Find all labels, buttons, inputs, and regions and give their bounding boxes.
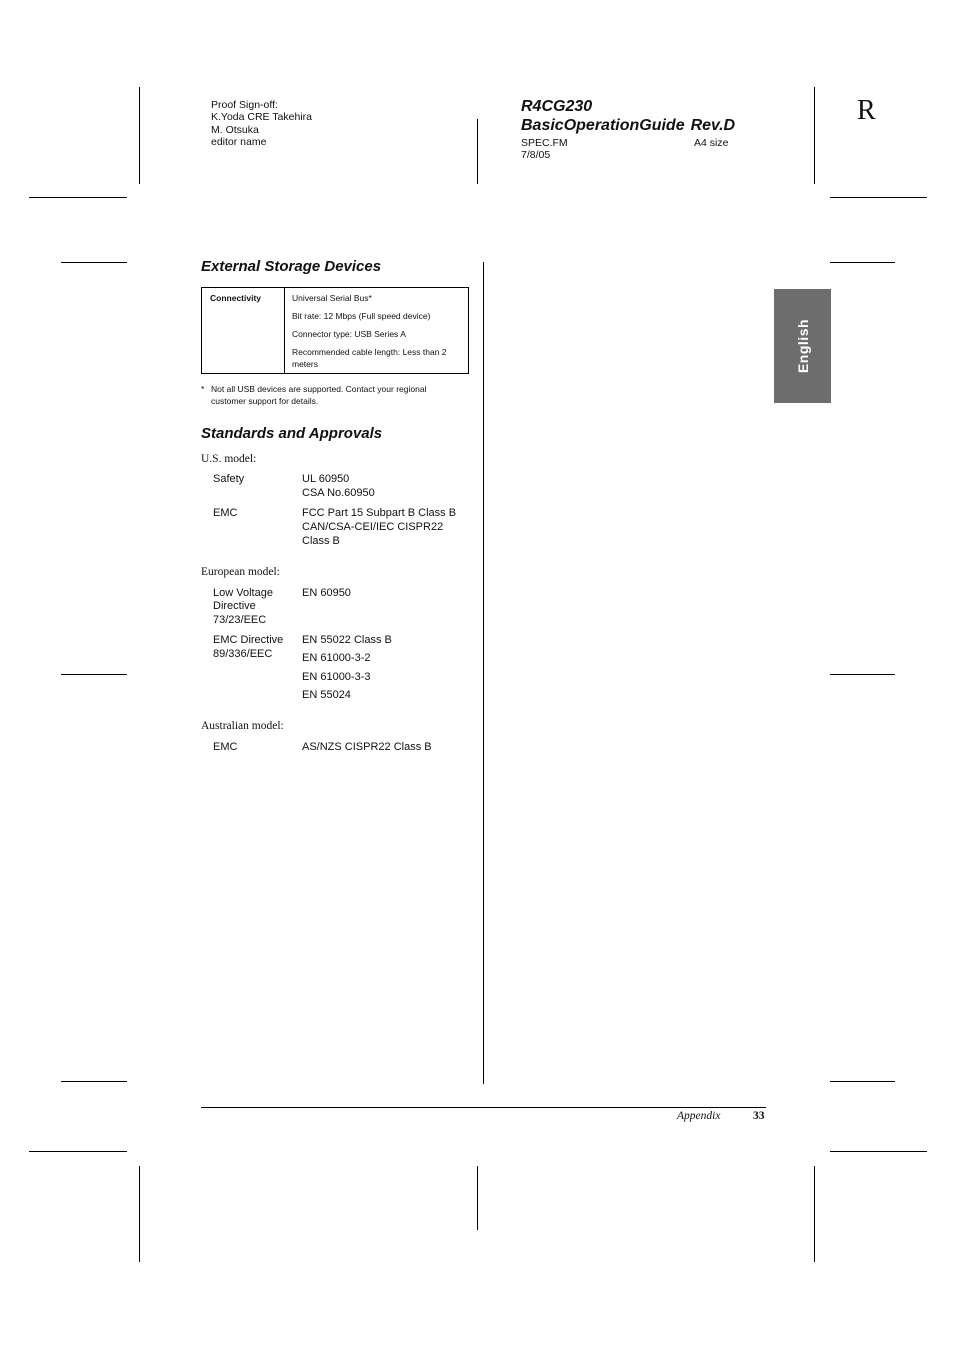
crop-mark bbox=[477, 119, 478, 184]
language-tab bbox=[774, 289, 831, 403]
spec-label: Low Voltage bbox=[213, 587, 273, 599]
spec-value: EN 55024 bbox=[302, 689, 351, 701]
table-cell: Bit rate: 12 Mbps (Full speed device) bbox=[292, 311, 431, 321]
column-divider bbox=[483, 262, 484, 1084]
footer-section: Appendix bbox=[677, 1110, 721, 1122]
footnote-text: Not all USB devices are supported. Contact your regional customer support for details. bbox=[211, 384, 427, 406]
footer-page-number: 33 bbox=[753, 1110, 765, 1122]
spec-value: EN 55022 Class B bbox=[302, 634, 392, 646]
language-tab-label: English bbox=[794, 318, 811, 374]
table-divider bbox=[284, 288, 285, 373]
document-file: SPEC.FM bbox=[521, 137, 568, 149]
right-page-mark: R bbox=[857, 95, 876, 126]
spec-label: Safety bbox=[213, 473, 245, 485]
spec-label: 73/23/EEC bbox=[213, 614, 267, 626]
document-size: A4 size bbox=[694, 137, 729, 149]
crop-mark bbox=[61, 1081, 127, 1082]
spec-label: EMC Directive bbox=[213, 634, 284, 646]
document-title bbox=[521, 97, 735, 135]
european-model-label: European model: bbox=[201, 566, 280, 578]
document-code: R4CG230 bbox=[521, 98, 593, 115]
document-file-info bbox=[521, 137, 568, 162]
proof-signoff bbox=[211, 99, 312, 148]
spec-value: FCC Part 15 Subpart B Class B bbox=[302, 507, 457, 519]
spec-value: EN 61000-3-2 bbox=[302, 652, 371, 664]
footnote bbox=[201, 383, 461, 407]
spec-label: 89/336/EEC bbox=[213, 648, 273, 660]
document-revision: Rev.D bbox=[690, 117, 736, 134]
table-cell: Universal Serial Bus* bbox=[292, 293, 372, 303]
crop-mark bbox=[139, 1166, 140, 1262]
crop-mark bbox=[830, 1081, 895, 1082]
crop-mark bbox=[477, 1166, 478, 1230]
connectivity-table bbox=[201, 287, 469, 374]
spec-value: CSA No.60950 bbox=[302, 487, 375, 499]
crop-mark bbox=[61, 674, 127, 675]
document-guide: BasicOperationGuide bbox=[521, 117, 685, 134]
spec-value: UL 60950 bbox=[302, 473, 350, 485]
section-heading-external-storage: External Storage Devices bbox=[201, 258, 382, 275]
crop-mark bbox=[139, 87, 140, 184]
spec-label: Directive bbox=[213, 600, 256, 612]
table-header-connectivity: Connectivity bbox=[210, 293, 262, 303]
crop-mark bbox=[29, 1151, 127, 1152]
spec-label: EMC bbox=[213, 507, 238, 519]
proof-line: M. Otsuka bbox=[211, 123, 259, 136]
footnote-marker: * bbox=[201, 384, 205, 394]
document-date: 7/8/05 bbox=[521, 149, 551, 162]
crop-mark bbox=[814, 87, 815, 184]
crop-mark bbox=[830, 674, 895, 675]
spec-value: EN 60950 bbox=[302, 587, 351, 599]
us-model-label: U.S. model: bbox=[201, 453, 257, 465]
spec-value: CAN/CSA-CEI/IEC CISPR22 bbox=[302, 521, 444, 533]
crop-mark bbox=[830, 197, 927, 198]
spec-value: AS/NZS CISPR22 Class B bbox=[302, 741, 432, 753]
table-cell: Connector type: USB Series A bbox=[292, 329, 406, 339]
spec-value: Class B bbox=[302, 535, 340, 547]
crop-mark bbox=[61, 262, 127, 263]
crop-mark bbox=[830, 262, 895, 263]
crop-mark bbox=[830, 1151, 927, 1152]
section-heading-standards: Standards and Approvals bbox=[201, 425, 383, 442]
spec-label: EMC bbox=[213, 741, 238, 753]
spec-value: EN 61000-3-3 bbox=[302, 671, 371, 683]
proof-line: editor name bbox=[211, 135, 267, 148]
proof-line: Proof Sign-off: bbox=[211, 99, 278, 111]
proof-line: K.Yoda CRE Takehira bbox=[211, 111, 312, 124]
footer-rule bbox=[201, 1107, 766, 1108]
table-cell: Recommended cable length: Less than 2 meters bbox=[292, 347, 447, 369]
crop-mark bbox=[814, 1166, 815, 1262]
australian-model-label: Australian model: bbox=[201, 720, 284, 732]
crop-mark bbox=[29, 197, 127, 198]
